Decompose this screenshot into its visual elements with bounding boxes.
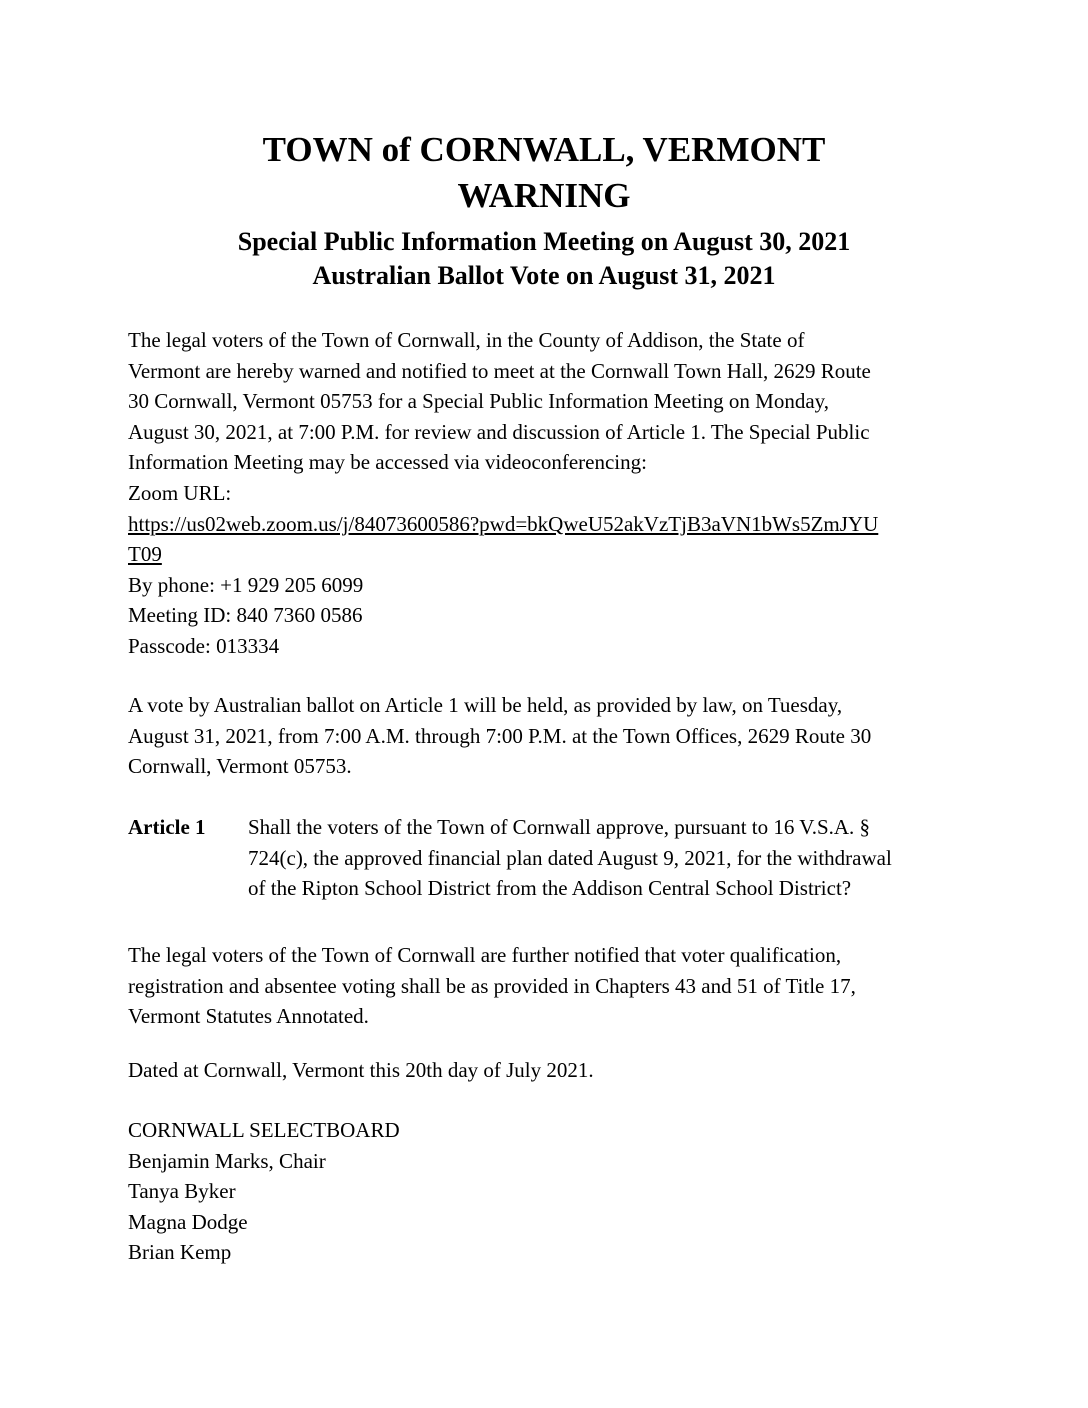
meeting-id: Meeting ID: 840 7360 0586 [128, 603, 363, 628]
ballot-line: A vote by Australian ballot on Article 1 will be held, as provided by law, on Tuesday, [128, 693, 843, 717]
selectboard-member: Tanya Byker [128, 1179, 236, 1204]
article-line: 724(c), the approved financial plan dated August 9, 2021, for the withdrawal [248, 845, 892, 870]
selectboard-member: Brian Kemp [128, 1240, 232, 1265]
phone-number: By phone: +1 929 205 6099 [128, 572, 364, 597]
dated-line: Dated at Cornwall, Vermont this 20th day of July 2021. [128, 1058, 594, 1082]
qualification-line: registration and absentee voting shall be as provided in Chapters 43 and 51 of Title 17, [128, 973, 856, 998]
selectboard-heading: CORNWALL SELECTBOARD [128, 1118, 400, 1142]
ballot-subtitle: Australian Ballot Vote on August 31, 2021 [312, 261, 776, 290]
article-text [248, 812, 958, 904]
qualification-line: The legal voters of the Town of Cornwall are further notified that voter qualification, [128, 943, 842, 967]
ballot-line: August 31, 2021, from 7:00 A.M. through 7:00 P.M. at the Town Offices, 2629 Route 30 [128, 723, 872, 748]
passcode: Passcode: 013334 [128, 633, 280, 658]
meeting-notice-paragraph [128, 325, 958, 662]
qualification-line: Vermont Statutes Annotated. [128, 1004, 369, 1029]
qualification-paragraph [128, 940, 958, 1032]
ballot-line: Cornwall, Vermont 05753. [128, 754, 352, 779]
zoom-url-link[interactable] [128, 509, 958, 570]
zoom-label: Zoom URL: [128, 480, 232, 505]
zoom-url-part: T09 [128, 542, 162, 567]
notice-line: August 30, 2021, at 7:00 P.M. for review and discussion of Article 1. The Special Public [128, 419, 870, 444]
town-title: TOWN of CORNWALL, VERMONT [262, 130, 826, 169]
article-label: Article 1 [128, 815, 206, 839]
article-line: Shall the voters of the Town of Cornwall approve, pursuant to 16 V.S.A. § [248, 815, 871, 839]
selectboard-member: Benjamin Marks, Chair [128, 1148, 326, 1173]
selectboard-member: Magna Dodge [128, 1209, 248, 1234]
selectboard-signatures [128, 1115, 958, 1268]
article-line: of the Ripton School District from the Addison Central School District? [248, 876, 852, 901]
notice-line: The legal voters of the Town of Cornwall, in the County of Addison, the State of [128, 328, 805, 352]
meeting-subtitle: Special Public Information Meeting on August 30, 2021 [237, 227, 851, 256]
zoom-url-part: https://us02web.zoom.us/j/84073600586?pwd=bkQweU52akVzTjB3aVN1bWs5ZmJYU [128, 511, 879, 536]
dated-paragraph [128, 1055, 958, 1086]
ballot-paragraph [128, 690, 958, 782]
notice-line: 30 Cornwall, Vermont 05753 for a Special Public Information Meeting on Monday, [128, 389, 830, 414]
notice-line: Information Meeting may be accessed via videoconferencing: [128, 450, 647, 475]
warning-title: WARNING [457, 176, 631, 215]
notice-line: Vermont are hereby warned and notified to meet at the Cornwall Town Hall, 2629 Route [128, 358, 871, 383]
